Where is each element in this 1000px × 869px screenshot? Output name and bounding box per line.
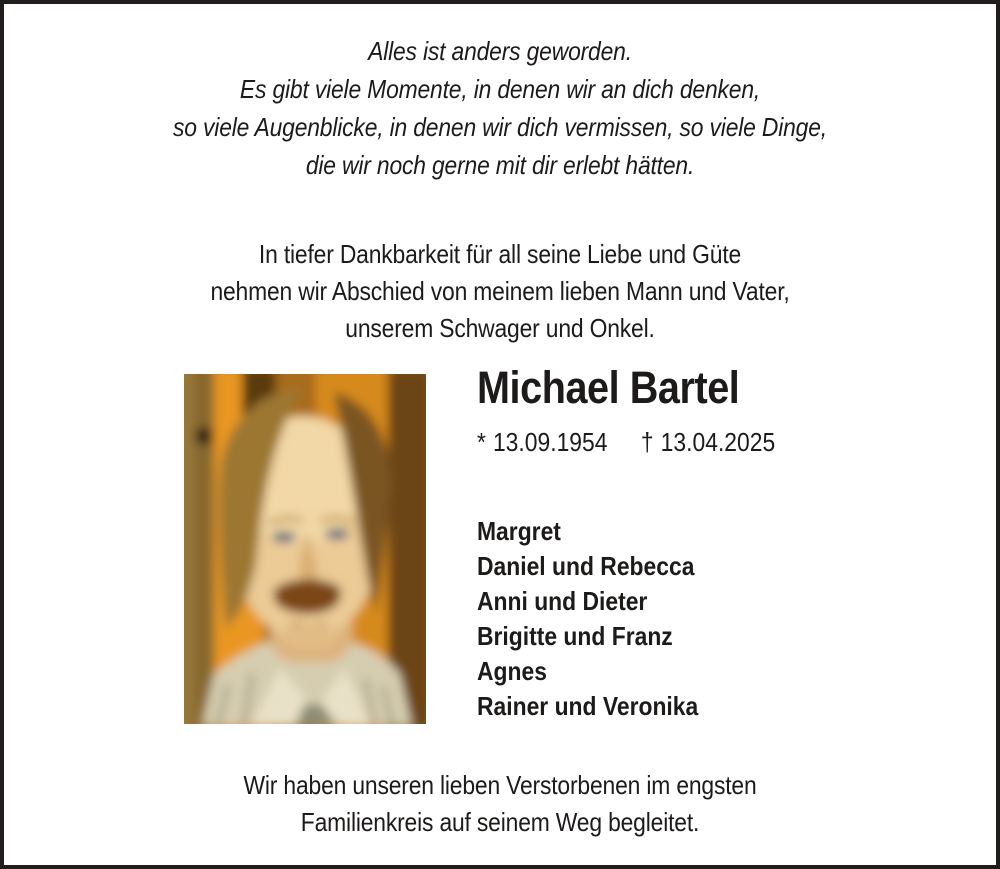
- death-date: 13.04.2025: [660, 427, 776, 457]
- mourner-name: Daniel und Rebecca: [477, 551, 695, 581]
- portrait-photo: [184, 374, 426, 724]
- mourner-name: Rainer und Veronika: [477, 691, 699, 721]
- verse-line: Es gibt viele Momente, in denen wir an dich denken,: [239, 74, 761, 104]
- farewell-text: [64, 236, 937, 347]
- birth-date-group: [477, 427, 607, 457]
- verse-line: so viele Augenblicke, in denen wir dich vermissen, so viele Dinge,: [173, 112, 827, 142]
- farewell-line: In tiefer Dankbarkeit für all seine Liebe und Güte: [258, 239, 742, 269]
- memorial-verse: [64, 32, 937, 184]
- farewell-line: nehmen wir Abschied von meinem lieben Mann und Vater,: [210, 276, 790, 306]
- deceased-block: [477, 364, 829, 724]
- closing-line: Wir haben unseren lieben Verstorbenen im engsten: [243, 770, 757, 800]
- death-date-group: [641, 427, 775, 457]
- closing-line: Familienkreis auf seinem Weg begleitet.: [300, 807, 700, 837]
- deceased-name: Michael Bartel: [477, 362, 740, 413]
- mourner-name: Agnes: [477, 656, 547, 686]
- birth-symbol: *: [477, 427, 486, 457]
- verse-line: die wir noch gerne mit dir erlebt hätten.: [305, 150, 695, 180]
- birth-date: 13.09.1954: [492, 427, 608, 457]
- mourner-name: Anni und Dieter: [477, 586, 648, 616]
- death-symbol: †: [640, 427, 654, 457]
- mourners-list: [477, 514, 829, 724]
- closing-text: [64, 767, 937, 841]
- farewell-line: unserem Schwager und Onkel.: [345, 313, 655, 343]
- mourner-name: Brigitte und Franz: [477, 621, 673, 651]
- life-dates: [477, 424, 829, 460]
- portrait-illustration: [184, 374, 426, 724]
- verse-line: Alles ist anders geworden.: [368, 36, 632, 66]
- mourner-name: Margret: [477, 516, 561, 546]
